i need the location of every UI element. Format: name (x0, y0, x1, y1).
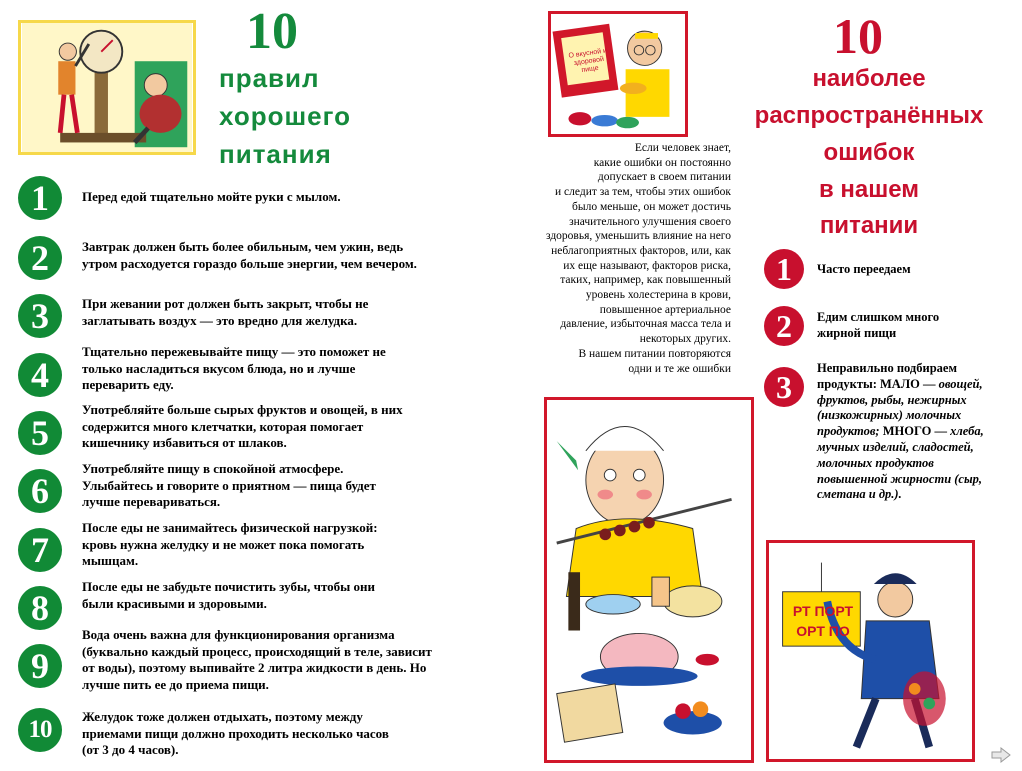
mistakes-title-line-4: в нашем (818, 176, 920, 203)
rule-text: Завтрак должен быть более обильным, чем ужин, ведь утром расходуется гораздо больше энергии, чем вечером. (82, 239, 417, 271)
cookbook-title: О вкусной и здоровой пище (568, 47, 608, 75)
intro-paragraph: Если человек знает, какие ошибки он постоянно допускает в своем питании и следит за тем, чтобы этих ошибок было меньше, он может достичь значительного улучшения своего здоровья, уменьшить влияние на него неблагоприятных факторов, или, как их еще называют, факторов риска, таких, например, как повышенный уровень холестерина в крови, повышенное артериальное давление, избыточная масса тела и некоторых других. В нашем питании повторяются одни и те же ошибки (545, 142, 731, 375)
mistake-3-mid: МНОГО — (879, 424, 951, 439)
mistake-number-badge-1: 1 (764, 249, 804, 289)
rule-number-badge: 10 (18, 708, 62, 752)
rule-text: Желудок тоже должен отдыхать, поэтому между приемами пищи должно проходить несколько часов (от 3 до 4 часов). (82, 709, 389, 757)
shop-sign-text: РТ ПОРТ ОРТ ПО (792, 603, 854, 639)
rule-number-badge: 9 (18, 644, 62, 688)
rules-title-line-2: хорошего (219, 101, 351, 131)
rule-number-badge: 2 (18, 236, 62, 280)
rule-text: Вода очень важна для функционирования организма (буквально каждый процесс, происходящий в теле, зависит от воды), поэтому выпивайте 2 литра жидкости в день. Но лучше пить ее до приема пищи. (82, 627, 432, 692)
mistakes-count: 10 (833, 8, 883, 64)
rule-text: После еды не забудьте почистить зубы, чтобы они были красивыми и здоровыми. (82, 579, 376, 611)
rule-number-badge: 3 (18, 294, 62, 338)
rules-count: 10 (246, 3, 298, 60)
mistake-number-badge-2: 2 (764, 306, 804, 346)
cookbook-reader-illustration (548, 11, 688, 137)
mistake-text-2: Едим слишком много жирной пищи (817, 310, 940, 340)
rule-text: Тщательно пережевывайте пищу — это поможет не только насладиться вкусом блюда, но и лучше переварить еду. (82, 344, 386, 392)
mistake-3-line-1: Неправильно подбираем (817, 361, 957, 375)
rule-text: Перед едой тщательно мойте руки с мылом. (82, 189, 341, 204)
mistakes-title-line-5: питании (819, 212, 919, 239)
weight-scale-illustration (18, 20, 196, 155)
rules-title-line-1: правил (219, 63, 320, 93)
mistake-3-too-little-list: овощей, фруктов, рыбы, нежирных (низкожирных) молочных продуктов; (817, 376, 983, 439)
rule-number-badge: 8 (18, 586, 62, 630)
rule-number-badge: 6 (18, 469, 62, 513)
rule-text: При жевании рот должен быть закрыт, чтобы не заглатывать воздух — это вредно для желудка. (82, 296, 369, 328)
rule-text: Употребляйте пищу в спокойной атмосфере. Улыбайтесь и говорите о приятном — пища будет лучше перевариваться. (82, 461, 376, 509)
mistakes-title-line-2: распространённых (754, 102, 984, 129)
rule-text: Употребляйте больше сырых фруктов и овощей, в них содержится много клетчатки, которая помогает кишечнику избавиться от шлаков. (82, 402, 403, 450)
rules-title-line-3: питания (219, 139, 332, 169)
mistake-text-1: Часто переедаем (817, 262, 911, 276)
rule-text: После еды не занимайтесь физической нагрузкой: кровь нужна желудку и не может пока помогать мышцам. (82, 520, 378, 568)
mistake-text-3 (817, 361, 1022, 503)
mistake-3-too-much-list: хлеба, мучных изделий, сладостей, молочных продуктов повышенной жирности (сыр, сметана и др.). (817, 424, 984, 502)
mistake-number-badge-3: 3 (764, 367, 804, 407)
feast-illustration (544, 397, 754, 763)
rule-number-badge: 7 (18, 528, 62, 572)
mistakes-title-line-3: ошибок (823, 139, 915, 166)
rule-number-badge: 5 (18, 411, 62, 455)
rule-number-badge: 4 (18, 353, 62, 397)
rule-number-badge: 1 (18, 176, 62, 220)
next-arrow-icon[interactable] (991, 747, 1011, 763)
shopper-illustration (766, 540, 975, 762)
mistake-3-lead: продукты: МАЛО — (817, 376, 939, 391)
mistakes-title-line-1: наиболее (812, 65, 926, 92)
